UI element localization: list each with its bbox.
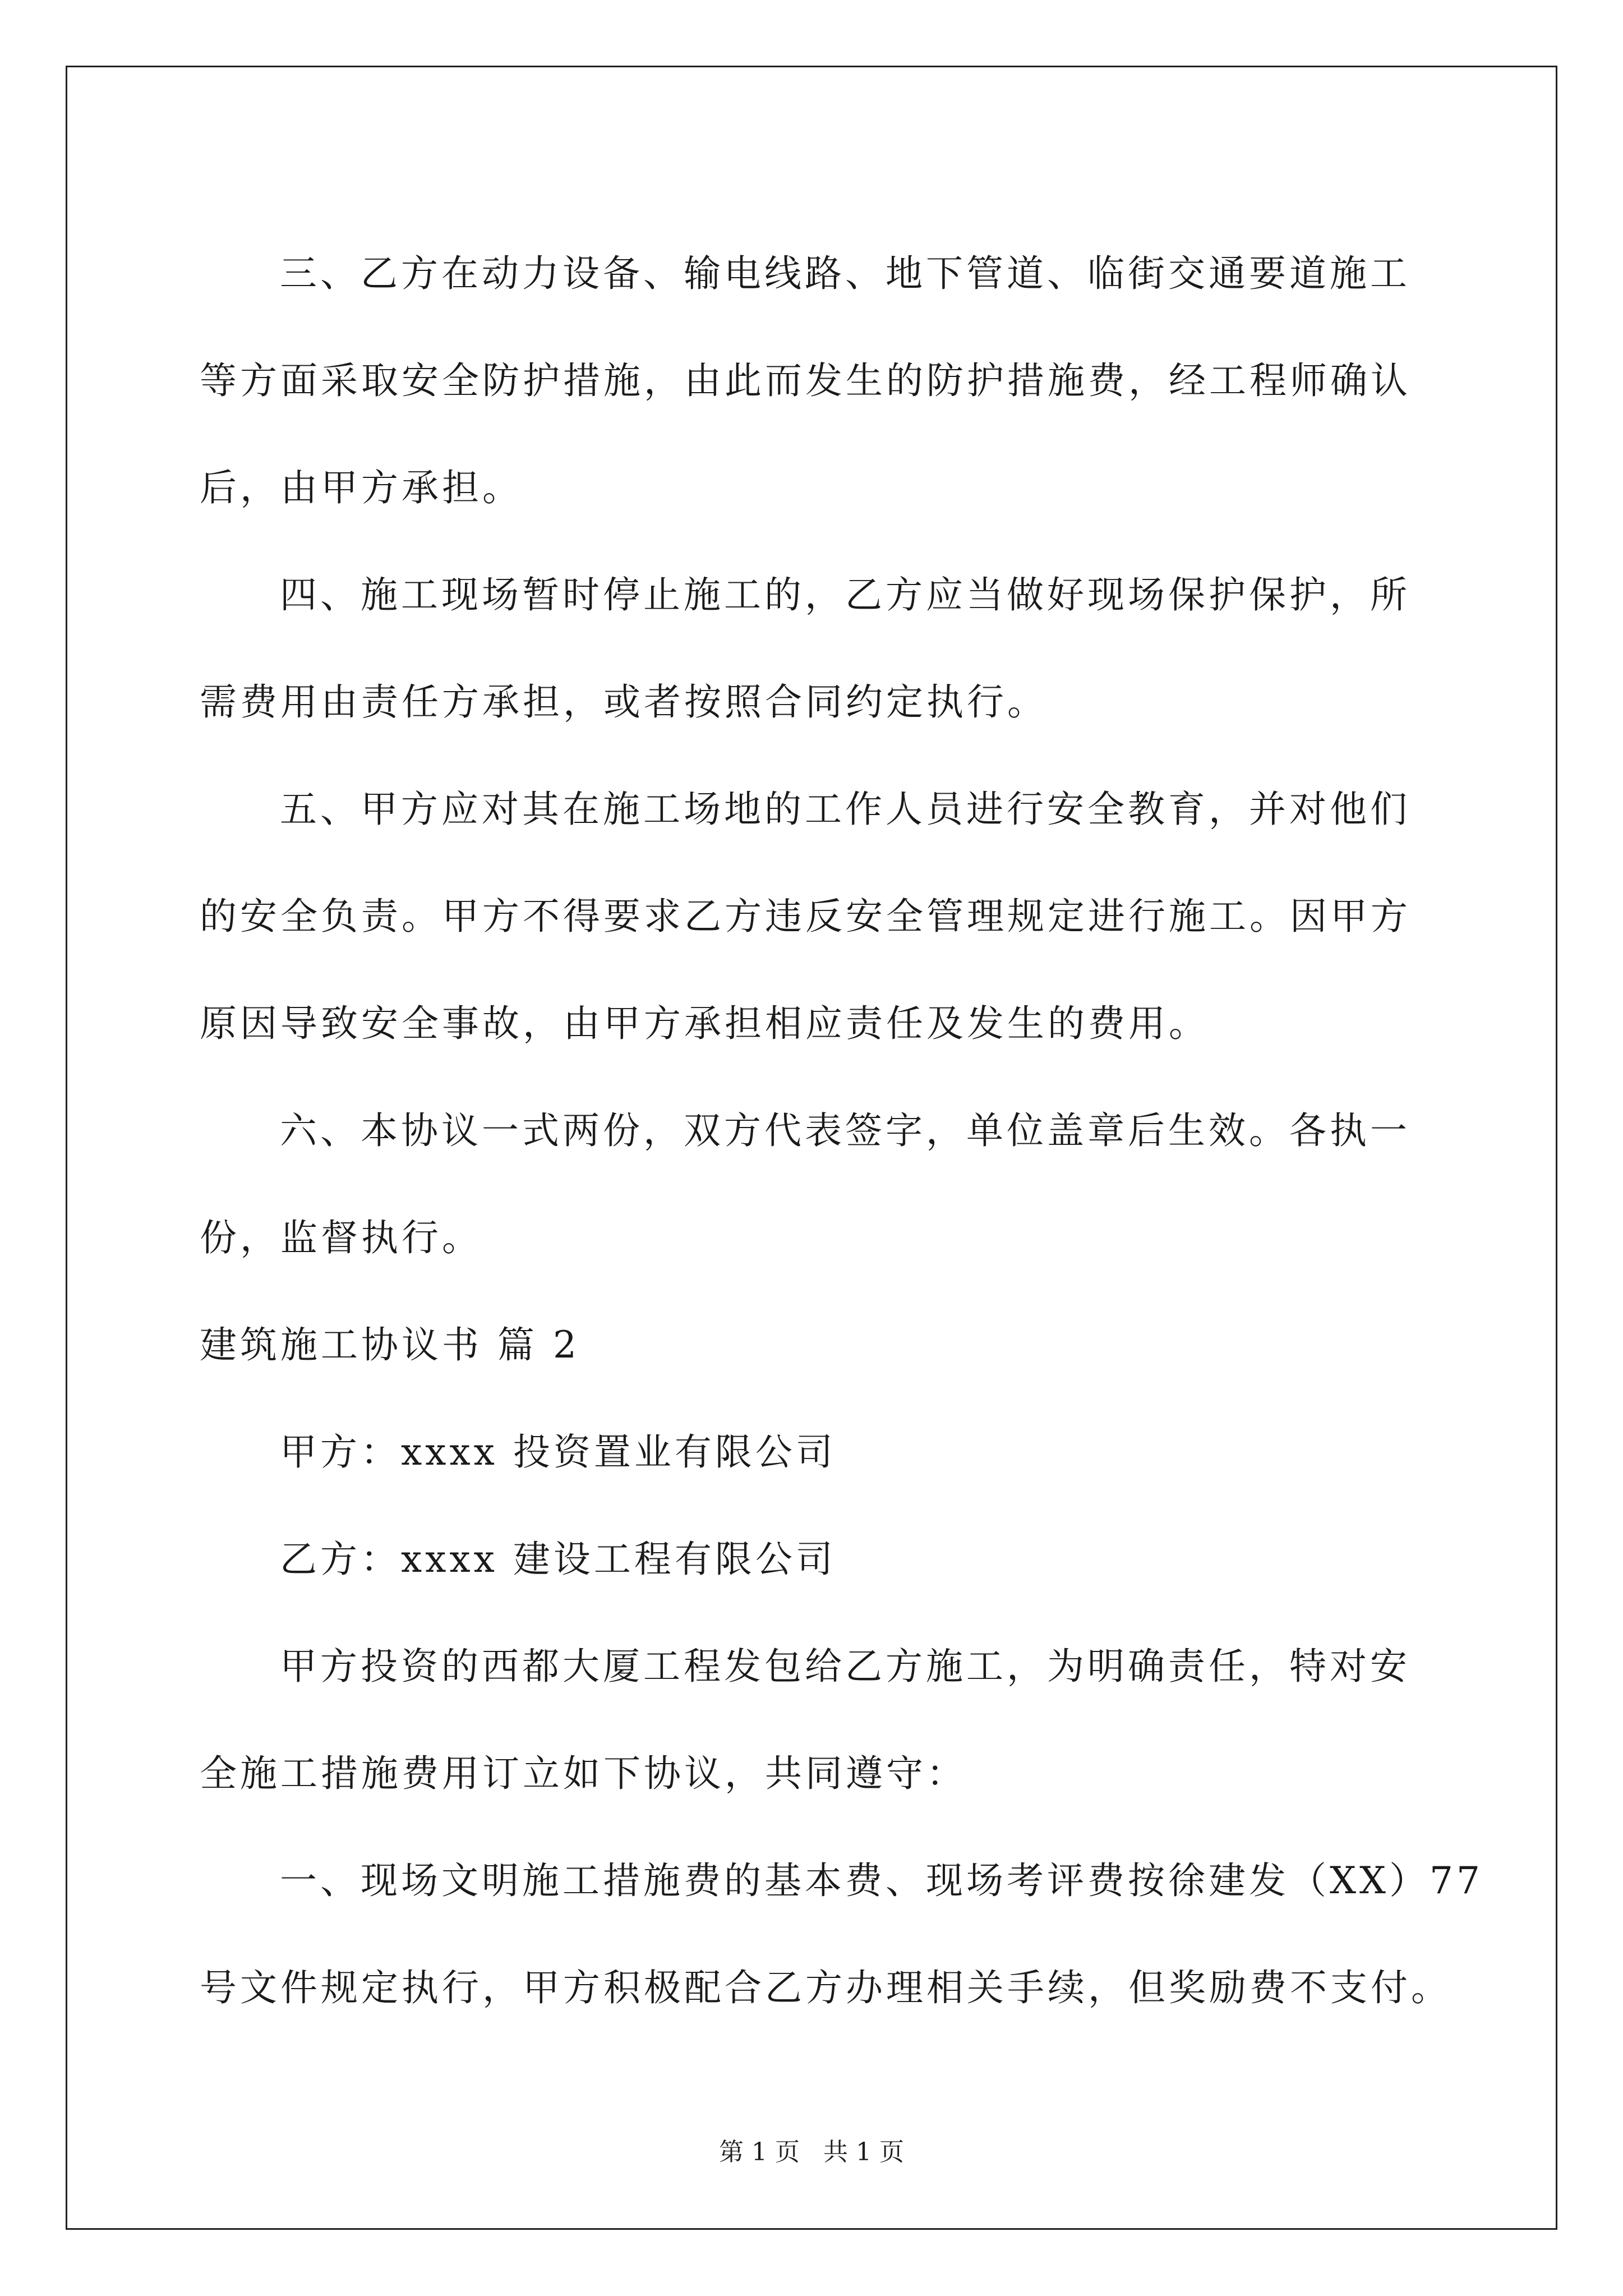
page-footer (0, 2132, 1623, 2168)
text-line: 后，由甲方承担。 (200, 466, 523, 509)
section-heading: 建筑施工协议书 篇 2 (200, 1323, 580, 1366)
document-body (200, 220, 1483, 2041)
text-line: 一、现场文明施工措施费的基本费、现场考评费按徐建发（XX）77 (280, 1859, 1483, 1902)
text-line: 全施工措施费用订立如下协议，共同遵守： (200, 1752, 967, 1795)
page-number-total: 共 1 页 (823, 2138, 904, 2166)
text-line: 三、乙方在动力设备、输电线路、地下管道、临街交通要道施工 (280, 252, 1410, 295)
text-line: 等方面采取安全防护措施，由此而发生的防护措施费，经工程师确认 (200, 359, 1411, 402)
text-line: 原因导致安全事故，由甲方承担相应责任及发生的费用。 (200, 1002, 1209, 1045)
text-line: 六、本协议一式两份，双方代表签字，单位盖章后生效。各执一 (280, 1109, 1410, 1152)
party-b-line: 乙方：xxxx 建设工程有限公司 (280, 1538, 836, 1581)
text-line: 五、甲方应对其在施工场地的工作人员进行安全教育，并对他们 (280, 788, 1410, 831)
text-line: 需费用由责任方承担，或者按照合同约定执行。 (200, 680, 1048, 724)
page-number-current: 第 1 页 (719, 2138, 800, 2166)
text-line: 四、施工现场暂时停止施工的，乙方应当做好现场保护保护，所 (280, 573, 1410, 616)
text-line: 份，监督执行。 (200, 1216, 482, 1259)
party-a-line: 甲方：xxxx 投资置业有限公司 (280, 1430, 836, 1474)
text-line: 的安全负责。甲方不得要求乙方违反安全管理规定进行施工。因甲方 (200, 895, 1411, 938)
text-line: 甲方投资的西都大厦工程发包给乙方施工，为明确责任，特对安 (280, 1645, 1410, 1688)
text-line: 号文件规定执行，甲方积极配合乙方办理相关手续，但奖励费不支付。 (200, 1966, 1451, 2009)
